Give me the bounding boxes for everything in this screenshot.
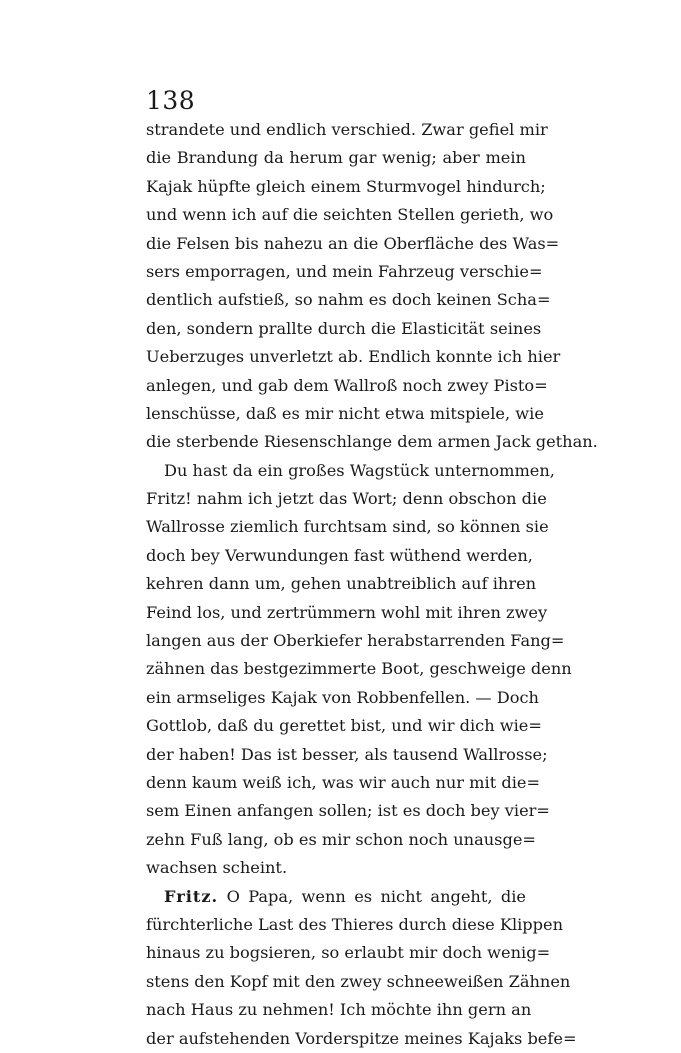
text-line: sem Einen anfangen sollen; ist es doch bey vier= [146,801,550,821]
text-line: hinaus zu bogsieren, so erlaubt mir doch wenig= [146,943,551,963]
text-line: nach Haus zu nehmen! Ich möchte ihn gern an [146,1000,532,1020]
speaker-name: Fritz. [164,886,219,906]
text-line: der aufstehenden Vorderspitze meines Kajaks befe= [146,1028,577,1048]
text-line: anlegen, und gab dem Wallroß noch zwey Pisto= [146,375,548,395]
text-line: Kajak hüpfte gleich einem Sturmvogel hindurch; [146,176,546,196]
text-line: und wenn ich auf die seichten Stellen gerieth, wo [146,205,554,225]
text-line: fürchterliche Last des Thieres durch diese Klippen [146,914,564,934]
text-line: die Felsen bis nahezu an die Oberfläche des Was= [146,233,560,253]
text-line: sers emporragen, und mein Fahrzeug verschie= [146,261,543,281]
text-line: kehren dann um, gehen unabtreiblich auf ihren [146,574,537,594]
paragraph-2 [146,457,572,883]
text-line: dentlich aufstieß, so nahm es doch keinen Scha= [146,290,551,310]
paragraph-3 [146,883,577,1053]
text-line: wachsen scheint. [146,858,288,878]
text-line: denn kaum weiß ich, was wir auch nur mit die= [146,772,541,792]
text-line: strandete und endlich verschied. Zwar gefiel mir [146,120,548,139]
text-line: zehn Fuß lang, ob es mir schon noch unausge= [146,829,536,849]
text-line-rest: O Papa, wenn es nicht angeht, die [226,886,526,906]
text-line: Feind los, und zertrümmern wohl mit ihren zwey [146,602,548,622]
text-line [146,883,526,911]
text-line: der haben! Das ist besser, als tausend Wallrosse; [146,744,548,764]
text-line: stens den Kopf mit den zwey schneeweißen Zähnen [146,971,571,991]
page-number: 138 [146,86,196,115]
body-text [146,116,598,1053]
text-line: Fritz! nahm ich jetzt das Wort; denn obschon die [146,489,547,509]
text-line: Gottlob, daß du gerettet bist, und wir dich wie= [146,716,542,736]
text-line: doch bey Verwundungen fast wüthend werden, [146,545,533,565]
text-line: lenschüsse, daß es mir nicht etwa mitspiele, wie [146,403,544,423]
text-line: Wallrosse ziemlich furchtsam sind, so können sie [146,517,549,537]
text-line: ein armseliges Kajak von Robbenfellen. — Doch [146,687,539,707]
text-line: zähnen das bestgezimmerte Boot, geschweige denn [146,659,572,679]
text-line: die sterbende Riesenschlange dem armen Jack gethan. [146,432,598,452]
text-line: die Brandung da herum gar wenig; aber mein [146,148,526,168]
text-line: Ueberzuges unverletzt ab. Endlich konnte ich hier [146,347,561,367]
text-line: den, sondern prallte durch die Elasticität seines [146,318,542,338]
text-line: Du hast da ein großes Wagstück unternommen, [164,460,555,480]
text-line: langen aus der Oberkiefer herabstarrenden Fang= [146,631,565,651]
paragraph-1 [146,116,598,457]
